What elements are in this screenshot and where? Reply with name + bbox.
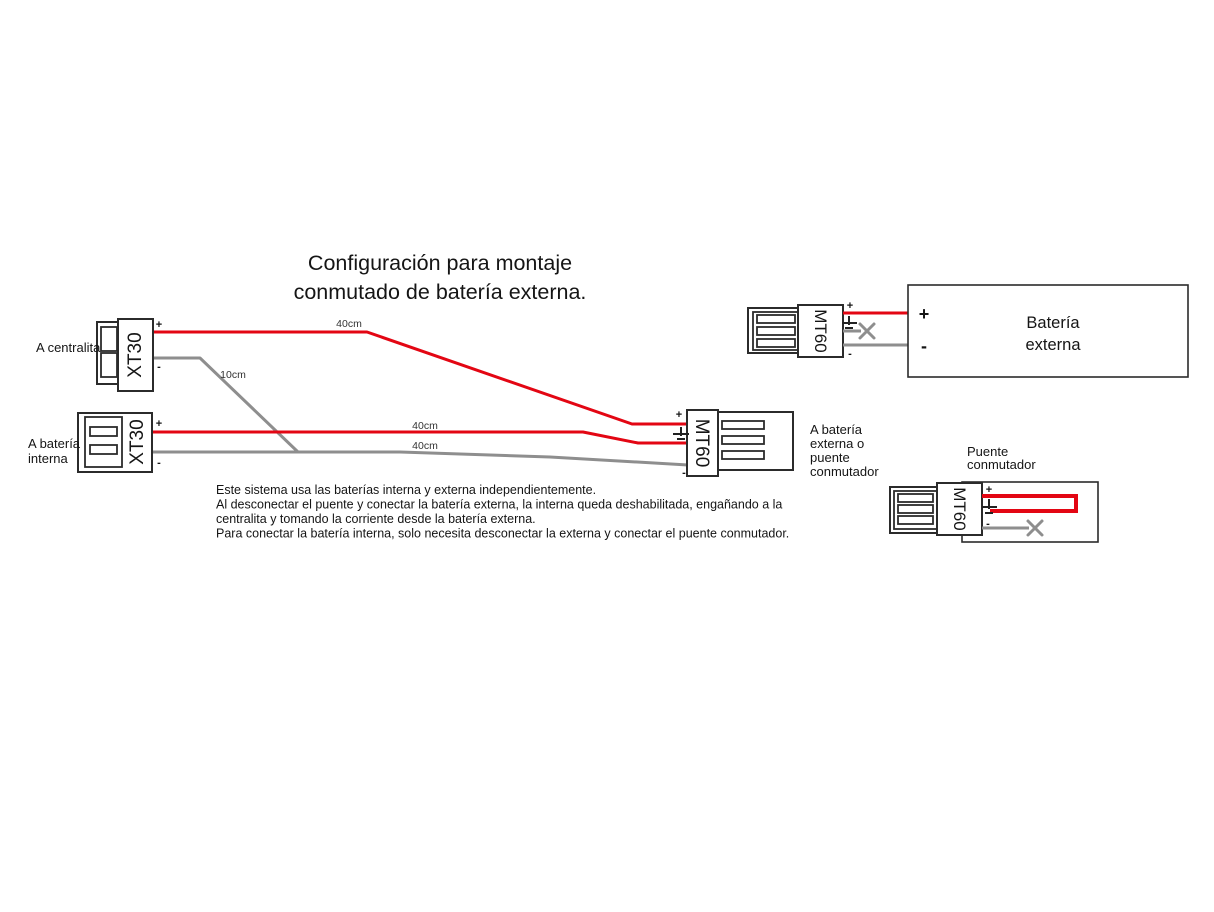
wire-gray-internal-negative [152,452,688,465]
mt60-main-slot1 [722,421,764,429]
xt30-bottom-slot1 [90,427,117,436]
description-line1: Este sistema usa las baterías interna y externa independientemente. [216,483,597,497]
label-mt60-main-dest-line3: puente [810,450,850,465]
xt30-bottom-plug [85,417,122,467]
mt60-main-slot3 [722,451,764,459]
label-puente-line1: Puente [967,444,1009,459]
xt30-bottom-slot2 [90,445,117,454]
mt60-jumper-slot2 [898,505,933,513]
label-a-centralita: A centralita [36,340,101,355]
mt60-battery-pin-plus: + [846,300,854,312]
xt30-top-pin-plus: + [155,319,163,331]
mt60-battery-slot1 [757,315,795,323]
description-line4: Para conectar la batería interna, solo necesita desconectar la externa y conectar el puente conmutador. [216,526,790,541]
connector-mt60-main [673,409,793,479]
xt30-bottom-pin-plus: + [155,418,163,430]
diagram-title-line2: conmutado de batería externa. [293,280,587,304]
label-a-bateria-line1: A batería [28,436,81,451]
xt30-bottom-pin-minus: - [157,457,161,469]
mt60-battery-label: MT60 [811,309,830,353]
description-paragraph [216,483,789,541]
xt30-top-plug-cell1 [101,327,117,351]
mt60-jumper-slot1 [898,494,933,502]
battery-terminal-plus: + [918,304,930,324]
mt60-battery-mid-pin-icon [842,316,857,328]
label-mt60-main-dest-line1: A batería [810,422,863,437]
label-a-bateria-line2: interna [28,451,68,466]
label-mt60-main-dest-line4: conmutador [810,464,879,479]
mt60-jumper-slot3 [898,516,933,524]
mt60-battery-slot2 [757,327,795,335]
mt60-main-slot2 [722,436,764,444]
mt60-main-label: MT60 [691,418,712,468]
connector-xt30-centralita [97,319,162,391]
battery-name-line1: Batería [1026,314,1080,332]
mt60-jumper-pin-plus: + [985,484,993,496]
wire-length-label-bottom-gray: 40cm [412,440,438,452]
wire-length-label-top-red: 40cm [336,318,362,330]
mt60-battery-pin-minus: - [848,348,852,360]
xt30-top-pin-minus: - [157,361,161,373]
label-puente-line2: conmutador [967,457,1036,472]
connector-mt60-battery [748,300,908,360]
disconnected-x-icon-top [860,324,874,338]
battery-terminal-minus: - [921,336,927,356]
wire-length-label-bottom-red: 40cm [412,420,438,432]
xt30-top-plug-cell2 [101,353,117,377]
description-line2: Al desconectar el puente y conectar la batería externa, la interna queda deshabilitada, engañando a la [216,497,783,512]
connector-xt30-bateria-interna [78,413,162,472]
mt60-main-pin-minus: - [682,467,686,479]
mt60-main-pin-plus: + [675,409,683,421]
mt60-jumper-label: MT60 [950,487,969,531]
jumper-assembly [890,482,1098,542]
wire-length-label-jumper-gray: 10cm [220,369,246,381]
description-line3: centralita y tomando la corriente desde la batería externa. [216,512,536,526]
xt30-bottom-label: XT30 [127,419,148,465]
mt60-battery-slot3 [757,339,795,347]
label-mt60-main-dest-line2: externa o [810,436,865,451]
diagram-title-line1: Configuración para montaje [307,251,573,275]
mt60-jumper-pin-minus: - [986,518,990,530]
battery-box [908,285,1188,377]
battery-name-line2: externa [1025,336,1081,354]
xt30-top-label: XT30 [125,332,146,378]
